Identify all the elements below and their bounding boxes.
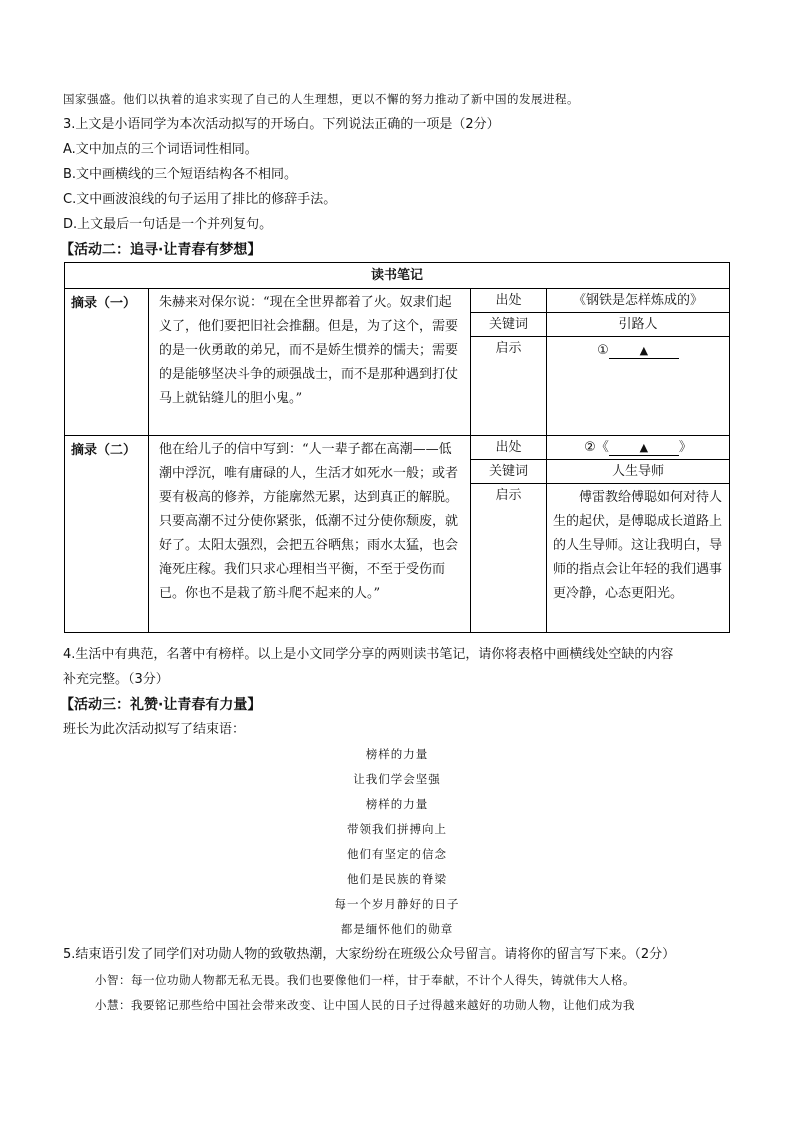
table-row (65, 289, 730, 313)
excerpt-2-source-cell[interactable] (547, 436, 730, 460)
poem-line: 他们是民族的脊梁 (347, 872, 447, 886)
excerpt-2-insight-text: 傅雷教给傅聪如何对待人生的起伏，是傅聪成长道路上的人生导师。这让我明白，导师的指点会让年轻的我们遇事更冷静，心态更阳光。 (547, 484, 730, 633)
excerpt-2-keyword-label: 关键词 (471, 460, 547, 484)
poem-line: 榜样的力量 (365, 797, 429, 811)
poem-line: 榜样的力量 (365, 747, 429, 761)
comment-xiaozhi: 小智：每一位功勋人物都无私无畏。我们也要像他们一样，甘于奉献，不计个人得失，铸就伟大人格。 (95, 973, 635, 987)
excerpt-1-insight-label: 启示 (471, 337, 547, 436)
question-5-stem: 5.结束语引发了同学们对功勋人物的致敬热潮，大家纷纷在班级公众号留言。请将你的留言写下来。（2分） (63, 947, 676, 962)
excerpt-1-quote: 朱赫来对保尔说：“现在全世界都着了火。奴隶们起义了，他们要把旧社会推翻。但是，为了这个，需要的是一伙勇敢的弟兄，而不是娇生惯养的懦夫；需要的是能够坚决斗争的顽强战士，而不是那种遇到打仗马上就钻缝儿的胆小鬼。” (149, 289, 471, 436)
activity-2-title: 【活动二：追寻·让青春有梦想】 (60, 242, 262, 258)
excerpt-2-keyword-value: 人生导师 (547, 460, 730, 484)
closing-intro: 班长为此次活动拟写了结束语： (63, 722, 246, 737)
excerpt-1-source-value: 《钢铁是怎样炼成的》 (547, 289, 730, 313)
question-3-stem: 3.上文是小语同学为本次活动拟写的开场白。下列说法正确的一项是（2分） (63, 117, 500, 132)
poem-line: 都是缅怀他们的勋章 (340, 922, 454, 936)
table-row (65, 436, 730, 460)
excerpt-1-insight-blank[interactable]: ▲ (609, 344, 679, 359)
question-3-option-a: A.文中加点的三个词语词性相同。 (63, 142, 258, 157)
excerpt-2-label: 摘录（二） (65, 436, 149, 633)
poem-line: 让我们学会坚强 (353, 772, 441, 786)
excerpt-2-insight-label: 启示 (471, 484, 547, 633)
intro-tail-text: 国家强盛。他们以执着的追求实现了自己的人生理想，更以不懈的努力推动了新中国的发展进程。 (63, 92, 579, 106)
question-4-line-1: 4.生活中有典范，名著中有榜样。以上是小文同学分享的两则读书笔记，请你将表格中画横线处空缺的内容 (63, 647, 674, 662)
excerpt-1-insight-cell[interactable] (547, 337, 730, 436)
question-4-line-2: 补充完整。（3分） (63, 672, 169, 687)
activity-3-title: 【活动三：礼赞·让青春有力量】 (60, 697, 262, 713)
excerpt-2-source-blank[interactable]: ▲ (609, 441, 679, 456)
excerpt-1-label: 摘录（一） (65, 289, 149, 436)
excerpt-1-source-label: 出处 (471, 289, 547, 313)
question-3-option-b: B.文中画横线的三个短语结构各不相同。 (63, 167, 298, 182)
excerpt-2-source-suffix: 》 (678, 440, 692, 455)
excerpt-2-source-prefix: ②《 (584, 440, 609, 455)
table-caption: 读书笔记 (65, 263, 730, 289)
poem-line: 带领我们拼搏向上 (347, 822, 447, 836)
excerpt-1-insight-prefix: ① (597, 343, 609, 358)
excerpt-2-quote: 他在给儿子的信中写到：“人一辈子都在高潮——低潮中浮沉，唯有庸碌的人，生活才如死水一般；或者要有极高的修养，方能廓然无累，达到真正的解脱。只要高潮不过分使你紧张，低潮不过分使你颓废，就好了。太阳太强烈，会把五谷晒焦；雨水太猛，也会淹死庄稼。我们只求心理相当平衡，不至于受伤而已。你也不是栽了筋斗爬不起来的人。” (149, 436, 471, 633)
excerpt-1-keyword-value: 引路人 (547, 313, 730, 337)
question-3-option-d: D.上文最后一句话是一个并列复句。 (63, 217, 273, 232)
comment-xiaohui: 小慧：我要铭记那些给中国社会带来改变、让中国人民的日子过得越来越好的功勋人物，让他们成为我 (95, 998, 635, 1012)
reading-notes-table (64, 262, 730, 633)
poem-line: 他们有坚定的信念 (347, 847, 447, 861)
poem-line: 每一个岁月静好的日子 (334, 897, 460, 911)
excerpt-1-keyword-label: 关键词 (471, 313, 547, 337)
excerpt-2-source-label: 出处 (471, 436, 547, 460)
question-3-option-c: C.文中画波浪线的句子运用了排比的修辞手法。 (63, 192, 337, 207)
